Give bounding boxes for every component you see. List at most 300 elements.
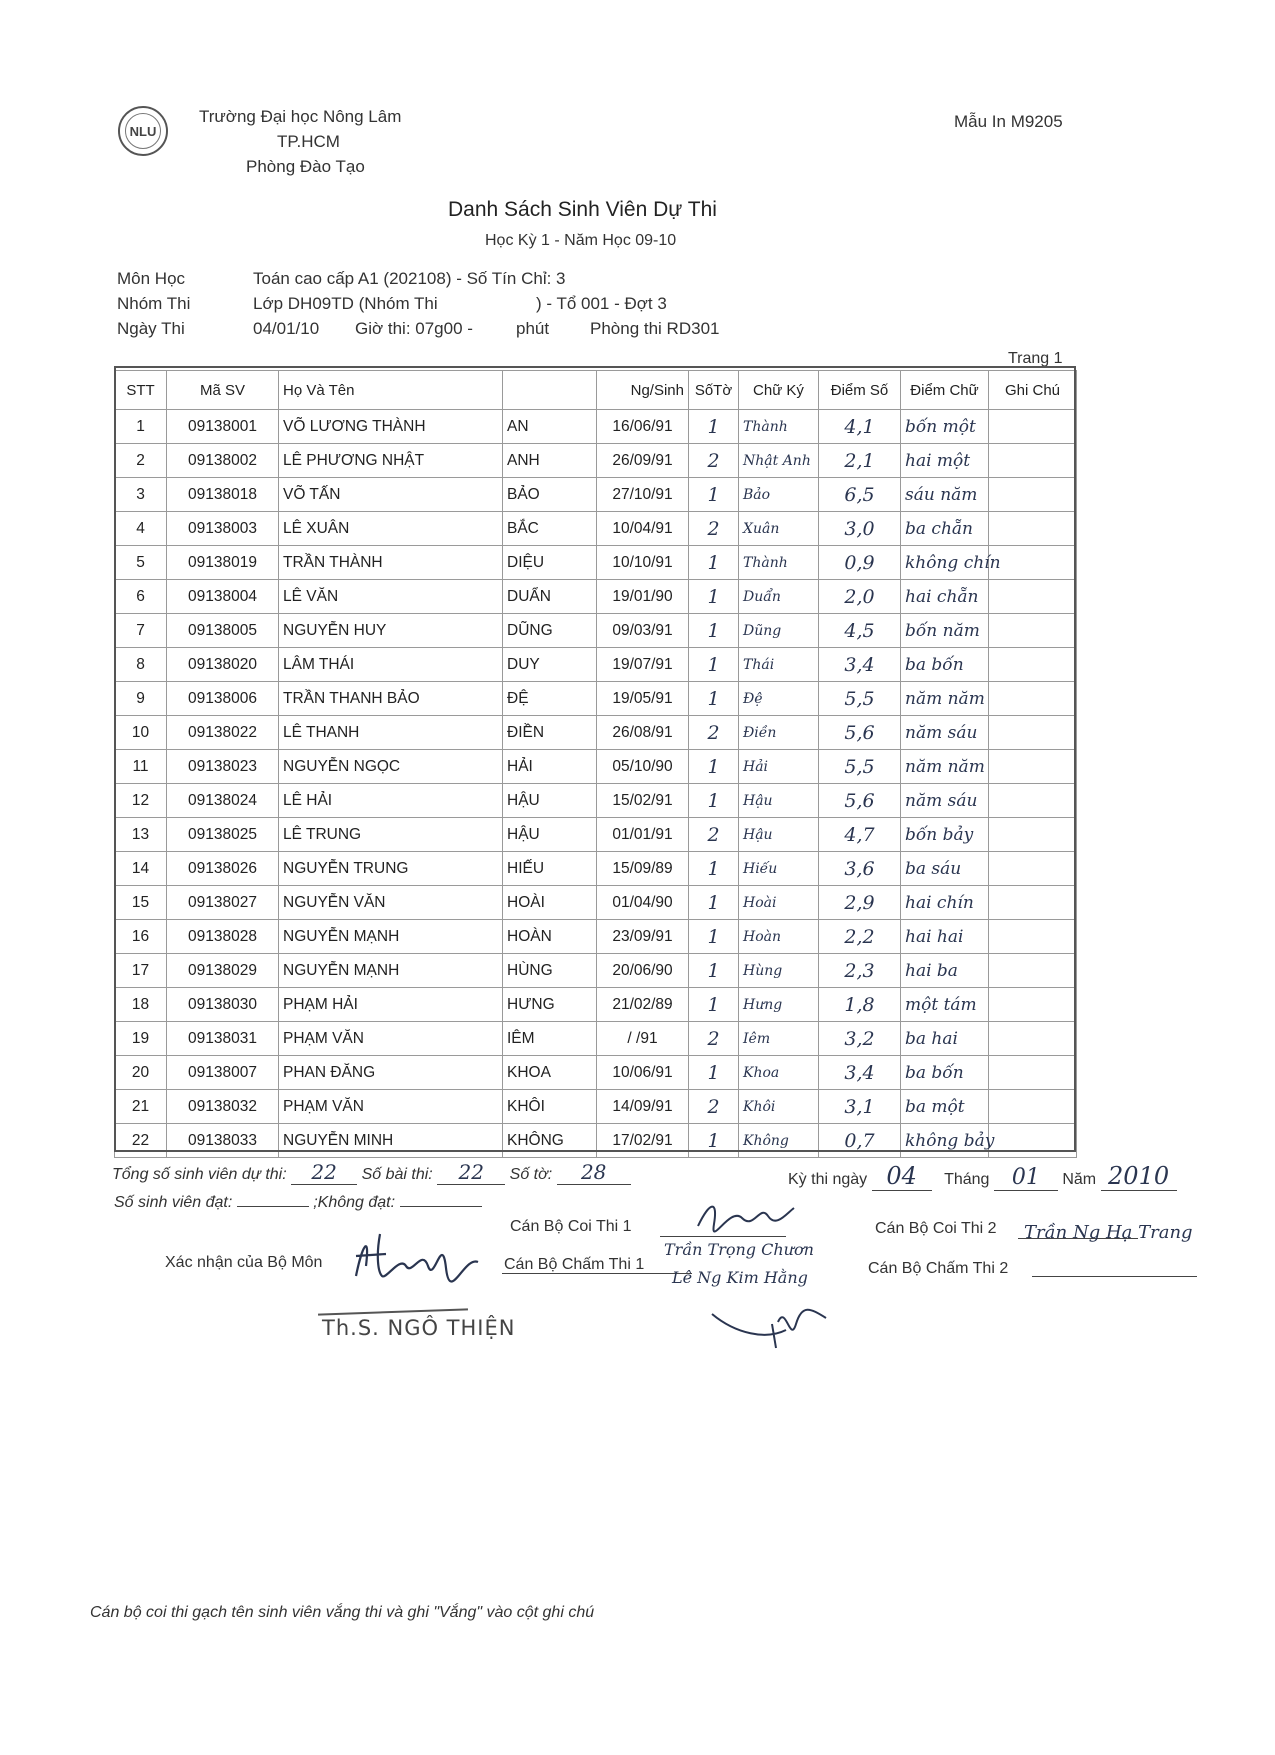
- row-first-name: ĐỆ: [503, 682, 597, 716]
- row-score-words: năm năm: [901, 682, 989, 716]
- row-stt: 19: [115, 1022, 167, 1056]
- row-dob: 19/05/91: [597, 682, 689, 716]
- row-signature: Đệ: [739, 682, 819, 716]
- row-score-words: hai ba: [901, 954, 989, 988]
- row-signature: Xuân: [739, 512, 819, 546]
- row-score: 2,0: [819, 580, 901, 614]
- table-row: [115, 852, 1077, 886]
- row-score: 3,6: [819, 852, 901, 886]
- year-label: Năm: [1062, 1171, 1097, 1188]
- row-first-name: HƯNG: [503, 988, 597, 1022]
- page-title: Danh Sách Sinh Viên Dự Thi: [448, 198, 717, 221]
- date-label: Ngày Thi: [117, 319, 185, 338]
- row-score: 5,6: [819, 784, 901, 818]
- row-sheets: 2: [689, 1022, 739, 1056]
- passed-blank: [237, 1190, 309, 1207]
- row-last-name: LÂM THÁI: [279, 648, 503, 682]
- row-signature: Không: [739, 1124, 819, 1158]
- row-stt: 22: [115, 1124, 167, 1158]
- table-row: [115, 580, 1077, 614]
- row-first-name: DIỆU: [503, 546, 597, 580]
- row-sheets: 2: [689, 818, 739, 852]
- row-student-id: 09138033: [167, 1124, 279, 1158]
- row-score-words: hai một: [901, 444, 989, 478]
- row-sheets: 1: [689, 852, 739, 886]
- row-dob: 15/02/91: [597, 784, 689, 818]
- month-label: Tháng: [944, 1171, 990, 1188]
- row-score: 5,5: [819, 750, 901, 784]
- row-note: [989, 750, 1077, 784]
- row-signature: Thành: [739, 546, 819, 580]
- row-student-id: 09138022: [167, 716, 279, 750]
- row-score-words: sáu năm: [901, 478, 989, 512]
- row-last-name: LÊ VĂN: [279, 580, 503, 614]
- dept-name-stamp: Th.S. NGÔ THIỆN: [322, 1316, 516, 1340]
- row-last-name: NGUYỄN TRUNG: [279, 852, 503, 886]
- row-score: 5,6: [819, 716, 901, 750]
- row-first-name: ANH: [503, 444, 597, 478]
- row-first-name: HẬU: [503, 784, 597, 818]
- row-signature: Dũng: [739, 614, 819, 648]
- row-dob: 20/06/90: [597, 954, 689, 988]
- row-note: [989, 648, 1077, 682]
- row-score-words: bốn năm: [901, 614, 989, 648]
- row-score: 3,2: [819, 1022, 901, 1056]
- row-student-id: 09138004: [167, 580, 279, 614]
- row-dob: 10/04/91: [597, 512, 689, 546]
- row-last-name: PHAN ĐĂNG: [279, 1056, 503, 1090]
- row-dob: 19/01/90: [597, 580, 689, 614]
- row-signature: Hùng: [739, 954, 819, 988]
- row-student-id: 09138019: [167, 546, 279, 580]
- row-first-name: KHÔI: [503, 1090, 597, 1124]
- row-score-words: bốn bảy: [901, 818, 989, 852]
- grader1-label: Cán Bộ Chấm Thi 1: [504, 1256, 645, 1273]
- row-score-words: hai hai: [901, 920, 989, 954]
- row-signature: Hoàn: [739, 920, 819, 954]
- subject-value: Toán cao cấp A1 (202108) - Số Tín Chỉ: 3: [253, 269, 566, 288]
- row-student-id: 09138023: [167, 750, 279, 784]
- row-dob: 23/09/91: [597, 920, 689, 954]
- row-student-id: 09138003: [167, 512, 279, 546]
- row-dob: 15/09/89: [597, 852, 689, 886]
- header-signature: Chữ Ký: [739, 371, 819, 410]
- row-note: [989, 1090, 1077, 1124]
- row-sheets: 1: [689, 954, 739, 988]
- row-score: 3,0: [819, 512, 901, 546]
- row-dob: 05/10/90: [597, 750, 689, 784]
- row-dob: 09/03/91: [597, 614, 689, 648]
- row-dob: 01/04/90: [597, 886, 689, 920]
- row-score: 2,1: [819, 444, 901, 478]
- row-stt: 3: [115, 478, 167, 512]
- table-row: [115, 1090, 1077, 1124]
- row-signature: Hậu: [739, 784, 819, 818]
- row-first-name: AN: [503, 410, 597, 444]
- row-last-name: VÕ TẤN: [279, 478, 503, 512]
- row-signature: Hoài: [739, 886, 819, 920]
- row-last-name: LÊ TRUNG: [279, 818, 503, 852]
- sheets-value: 28: [557, 1160, 631, 1185]
- group-value-b: ) - Tổ 001 - Đợt 3: [536, 294, 667, 313]
- row-dob: 26/08/91: [597, 716, 689, 750]
- row-note: [989, 852, 1077, 886]
- row-stt: 12: [115, 784, 167, 818]
- school-city: TP.HCM: [277, 132, 340, 151]
- row-signature: Duẩn: [739, 580, 819, 614]
- row-stt: 9: [115, 682, 167, 716]
- row-signature: Nhật Anh: [739, 444, 819, 478]
- grader2-line: [1032, 1276, 1197, 1277]
- row-sheets: 1: [689, 648, 739, 682]
- row-sheets: 2: [689, 512, 739, 546]
- row-student-id: 09138027: [167, 886, 279, 920]
- row-sheets: 1: [689, 580, 739, 614]
- row-sheets: 2: [689, 1090, 739, 1124]
- row-stt: 15: [115, 886, 167, 920]
- proctor2-name: Trần Ng Hạ Trang: [1024, 1222, 1193, 1243]
- passed-label: Số sinh viên đạt:: [114, 1194, 233, 1211]
- university-logo: [118, 106, 168, 156]
- row-signature: Thành: [739, 410, 819, 444]
- row-score-words: ba bốn: [901, 648, 989, 682]
- table-row: [115, 1022, 1077, 1056]
- table-header-row: [115, 371, 1077, 410]
- row-signature: Hiếu: [739, 852, 819, 886]
- grader2-label: Cán Bộ Chấm Thi 2: [868, 1260, 1009, 1277]
- row-note: [989, 784, 1077, 818]
- row-first-name: ĐIỀN: [503, 716, 597, 750]
- row-score: 2,9: [819, 886, 901, 920]
- row-sheets: 1: [689, 886, 739, 920]
- row-first-name: KHÔNG: [503, 1124, 597, 1158]
- group-label: Nhóm Thi: [117, 294, 191, 313]
- row-student-id: 09138028: [167, 920, 279, 954]
- row-stt: 7: [115, 614, 167, 648]
- row-first-name: DUẨN: [503, 580, 597, 614]
- row-student-id: 09138007: [167, 1056, 279, 1090]
- row-score-words: ba sáu: [901, 852, 989, 886]
- proctor2-label: Cán Bộ Coi Thi 2: [875, 1220, 997, 1237]
- grader1-signature: [706, 1294, 836, 1352]
- row-student-id: 09138001: [167, 410, 279, 444]
- row-note: [989, 818, 1077, 852]
- row-student-id: 09138020: [167, 648, 279, 682]
- row-student-id: 09138031: [167, 1022, 279, 1056]
- proctor1-label: Cán Bộ Coi Thi 1: [510, 1218, 632, 1235]
- row-score: 6,5: [819, 478, 901, 512]
- header-full-name: Họ Và Tên: [279, 371, 503, 410]
- proctor1-line: [660, 1236, 786, 1237]
- row-dob: 10/06/91: [597, 1056, 689, 1090]
- table-body: [115, 410, 1077, 1158]
- row-score: 0,9: [819, 546, 901, 580]
- row-student-id: 09138030: [167, 988, 279, 1022]
- row-last-name: NGUYỄN MẠNH: [279, 954, 503, 988]
- row-last-name: LÊ PHƯƠNG NHẬT: [279, 444, 503, 478]
- row-note: [989, 478, 1077, 512]
- row-student-id: 09138026: [167, 852, 279, 886]
- minute-label: phút: [516, 319, 550, 338]
- table-row: [115, 410, 1077, 444]
- row-sheets: 2: [689, 716, 739, 750]
- row-sheets: 1: [689, 682, 739, 716]
- header-score-words: Điểm Chữ: [901, 371, 989, 410]
- row-dob: 21/02/89: [597, 988, 689, 1022]
- row-stt: 2: [115, 444, 167, 478]
- row-signature: Hậu: [739, 818, 819, 852]
- row-first-name: HÙNG: [503, 954, 597, 988]
- row-first-name: HIẾU: [503, 852, 597, 886]
- row-last-name: NGUYỄN NGỌC: [279, 750, 503, 784]
- row-signature: Thái: [739, 648, 819, 682]
- row-dob: 19/07/91: [597, 648, 689, 682]
- row-score: 2,3: [819, 954, 901, 988]
- page-number: Trang 1: [1008, 350, 1063, 367]
- row-last-name: NGUYỄN HUY: [279, 614, 503, 648]
- row-last-name: NGUYỄN VĂN: [279, 886, 503, 920]
- row-last-name: LÊ XUÂN: [279, 512, 503, 546]
- row-note: [989, 682, 1077, 716]
- row-stt: 1: [115, 410, 167, 444]
- row-sheets: 1: [689, 750, 739, 784]
- row-dob: 17/02/91: [597, 1124, 689, 1158]
- row-score-words: hai chín: [901, 886, 989, 920]
- row-stt: 18: [115, 988, 167, 1022]
- exam-date-summary: [788, 1162, 1177, 1191]
- row-signature: Hưng: [739, 988, 819, 1022]
- row-student-id: 09138005: [167, 614, 279, 648]
- row-last-name: TRẦN THÀNH: [279, 546, 503, 580]
- row-first-name: DUY: [503, 648, 597, 682]
- dept-stamp-line: [318, 1308, 468, 1315]
- student-table: [114, 370, 1077, 1158]
- papers-label: Số bài thi:: [361, 1166, 433, 1183]
- row-score: 4,5: [819, 614, 901, 648]
- dept-signature: [346, 1226, 486, 1288]
- table-row: [115, 512, 1077, 546]
- row-sheets: 1: [689, 546, 739, 580]
- row-note: [989, 716, 1077, 750]
- row-dob: 14/09/91: [597, 1090, 689, 1124]
- row-stt: 8: [115, 648, 167, 682]
- row-first-name: DŨNG: [503, 614, 597, 648]
- table-row: [115, 1056, 1077, 1090]
- row-score-words: một tám: [901, 988, 989, 1022]
- row-first-name: HOÀI: [503, 886, 597, 920]
- row-score: 2,2: [819, 920, 901, 954]
- table-row: [115, 478, 1077, 512]
- row-score-words: không chín: [901, 546, 989, 580]
- row-score: 3,4: [819, 1056, 901, 1090]
- row-stt: 17: [115, 954, 167, 988]
- row-last-name: LÊ THANH: [279, 716, 503, 750]
- row-signature: Khoa: [739, 1056, 819, 1090]
- table-row: [115, 988, 1077, 1022]
- row-score: 4,1: [819, 410, 901, 444]
- subject-label: Môn Học: [117, 269, 186, 288]
- row-student-id: 09138029: [167, 954, 279, 988]
- month-value: 01: [994, 1165, 1058, 1191]
- row-signature: Iêm: [739, 1022, 819, 1056]
- total-label: Tổng số sinh viên dự thi:: [112, 1166, 287, 1183]
- table-row: [115, 716, 1077, 750]
- row-note: [989, 886, 1077, 920]
- row-student-id: 09138025: [167, 818, 279, 852]
- row-student-id: 09138018: [167, 478, 279, 512]
- row-score-words: không bảy: [901, 1124, 989, 1158]
- row-stt: 20: [115, 1056, 167, 1090]
- row-last-name: VÕ LƯƠNG THÀNH: [279, 410, 503, 444]
- row-student-id: 09138024: [167, 784, 279, 818]
- school-name: Trường Đại học Nông Lâm: [199, 107, 402, 126]
- row-sheets: 1: [689, 478, 739, 512]
- row-stt: 16: [115, 920, 167, 954]
- row-note: [989, 1022, 1077, 1056]
- row-stt: 21: [115, 1090, 167, 1124]
- row-score-words: bốn một: [901, 410, 989, 444]
- pass-summary: [114, 1190, 482, 1212]
- row-stt: 13: [115, 818, 167, 852]
- table-row: [115, 614, 1077, 648]
- row-last-name: TRẦN THANH BẢO: [279, 682, 503, 716]
- header-score: Điểm Số: [819, 371, 901, 410]
- row-sheets: 1: [689, 920, 739, 954]
- table-row: [115, 1124, 1077, 1158]
- table-row: [115, 954, 1077, 988]
- table-row: [115, 750, 1077, 784]
- row-score: 5,5: [819, 682, 901, 716]
- exam-day-label: Kỳ thi ngày: [788, 1171, 868, 1188]
- row-score-words: năm sáu: [901, 716, 989, 750]
- failed-label: ;Không đạt:: [313, 1194, 396, 1211]
- row-first-name: HẢI: [503, 750, 597, 784]
- papers-value: 22: [437, 1160, 505, 1185]
- row-note: [989, 988, 1077, 1022]
- row-sheets: 1: [689, 988, 739, 1022]
- row-note: [989, 444, 1077, 478]
- row-last-name: NGUYỄN MINH: [279, 1124, 503, 1158]
- row-score-words: ba hai: [901, 1022, 989, 1056]
- row-score-words: năm năm: [901, 750, 989, 784]
- row-signature: Điền: [739, 716, 819, 750]
- row-student-id: 09138006: [167, 682, 279, 716]
- sheets-label: Số tờ:: [509, 1166, 553, 1183]
- row-stt: 10: [115, 716, 167, 750]
- row-signature: Bảo: [739, 478, 819, 512]
- row-score: 3,1: [819, 1090, 901, 1124]
- table-row: [115, 648, 1077, 682]
- proctor1-signature: [690, 1196, 800, 1236]
- row-note: [989, 546, 1077, 580]
- row-dob: / /91: [597, 1022, 689, 1056]
- row-score-words: ba chẵn: [901, 512, 989, 546]
- row-stt: 4: [115, 512, 167, 546]
- row-signature: Khôi: [739, 1090, 819, 1124]
- row-score: 1,8: [819, 988, 901, 1022]
- row-stt: 11: [115, 750, 167, 784]
- row-last-name: LÊ HẢI: [279, 784, 503, 818]
- table-row: [115, 444, 1077, 478]
- row-score: 0,7: [819, 1124, 901, 1158]
- row-sheets: 1: [689, 1056, 739, 1090]
- row-last-name: PHẠM VĂN: [279, 1090, 503, 1124]
- row-dob: 01/01/91: [597, 818, 689, 852]
- table-row: [115, 546, 1077, 580]
- time-value: Giờ thi: 07g00 -: [355, 319, 473, 338]
- row-note: [989, 580, 1077, 614]
- row-first-name: BẢO: [503, 478, 597, 512]
- row-last-name: PHẠM VĂN: [279, 1022, 503, 1056]
- row-note: [989, 1124, 1077, 1158]
- row-first-name: IÊM: [503, 1022, 597, 1056]
- logo-text: NLU: [129, 123, 157, 139]
- row-score-words: ba một: [901, 1090, 989, 1124]
- table-row: [115, 886, 1077, 920]
- row-stt: 5: [115, 546, 167, 580]
- table-row: [115, 682, 1077, 716]
- row-note: [989, 1056, 1077, 1090]
- page-subtitle: Học Kỳ 1 - Năm Học 09-10: [485, 232, 677, 249]
- row-dob: 10/10/91: [597, 546, 689, 580]
- header-first-name: [503, 371, 597, 410]
- grader1-name-b: Lê Ng Kim Hằng: [672, 1268, 808, 1287]
- row-score: 4,7: [819, 818, 901, 852]
- row-score-words: năm sáu: [901, 784, 989, 818]
- table-row: [115, 784, 1077, 818]
- dept-label: Xác nhận của Bộ Môn: [165, 1254, 323, 1271]
- table-row: [115, 920, 1077, 954]
- table-row: [115, 818, 1077, 852]
- row-first-name: BẮC: [503, 512, 597, 546]
- exam-day-value: 04: [872, 1162, 932, 1191]
- row-score-words: hai chẵn: [901, 580, 989, 614]
- room-value: Phòng thi RD301: [590, 319, 720, 338]
- header-note: Ghi Chú: [989, 371, 1077, 410]
- row-sheets: 1: [689, 410, 739, 444]
- grader1-line: [502, 1273, 692, 1274]
- summary-total: [112, 1160, 631, 1185]
- total-value: 22: [291, 1160, 357, 1185]
- footer-note: Cán bộ coi thi gạch tên sinh viên vắng thi và ghi "Vắng" vào cột ghi chú: [90, 1604, 595, 1621]
- row-sheets: 2: [689, 444, 739, 478]
- failed-blank: [400, 1190, 482, 1207]
- row-note: [989, 410, 1077, 444]
- row-score-words: ba bốn: [901, 1056, 989, 1090]
- row-dob: 16/06/91: [597, 410, 689, 444]
- row-last-name: NGUYỄN MẠNH: [279, 920, 503, 954]
- group-value-a: Lớp DH09TD (Nhóm Thi: [253, 294, 438, 313]
- row-stt: 14: [115, 852, 167, 886]
- row-stt: 6: [115, 580, 167, 614]
- row-note: [989, 512, 1077, 546]
- row-note: [989, 920, 1077, 954]
- header-dob: Ng/Sinh: [597, 371, 689, 410]
- year-value: 2010: [1101, 1162, 1177, 1191]
- row-sheets: 1: [689, 1124, 739, 1158]
- row-sheets: 1: [689, 614, 739, 648]
- header-sheets: SốTờ: [689, 371, 739, 410]
- grader1-name-a: Trần Trọng Chươn: [664, 1240, 814, 1259]
- row-first-name: KHOA: [503, 1056, 597, 1090]
- row-first-name: HẬU: [503, 818, 597, 852]
- form-code: Mẫu In M9205: [954, 112, 1063, 131]
- row-dob: 27/10/91: [597, 478, 689, 512]
- row-signature: Hải: [739, 750, 819, 784]
- date-value: 04/01/10: [253, 319, 320, 338]
- row-sheets: 1: [689, 784, 739, 818]
- row-note: [989, 614, 1077, 648]
